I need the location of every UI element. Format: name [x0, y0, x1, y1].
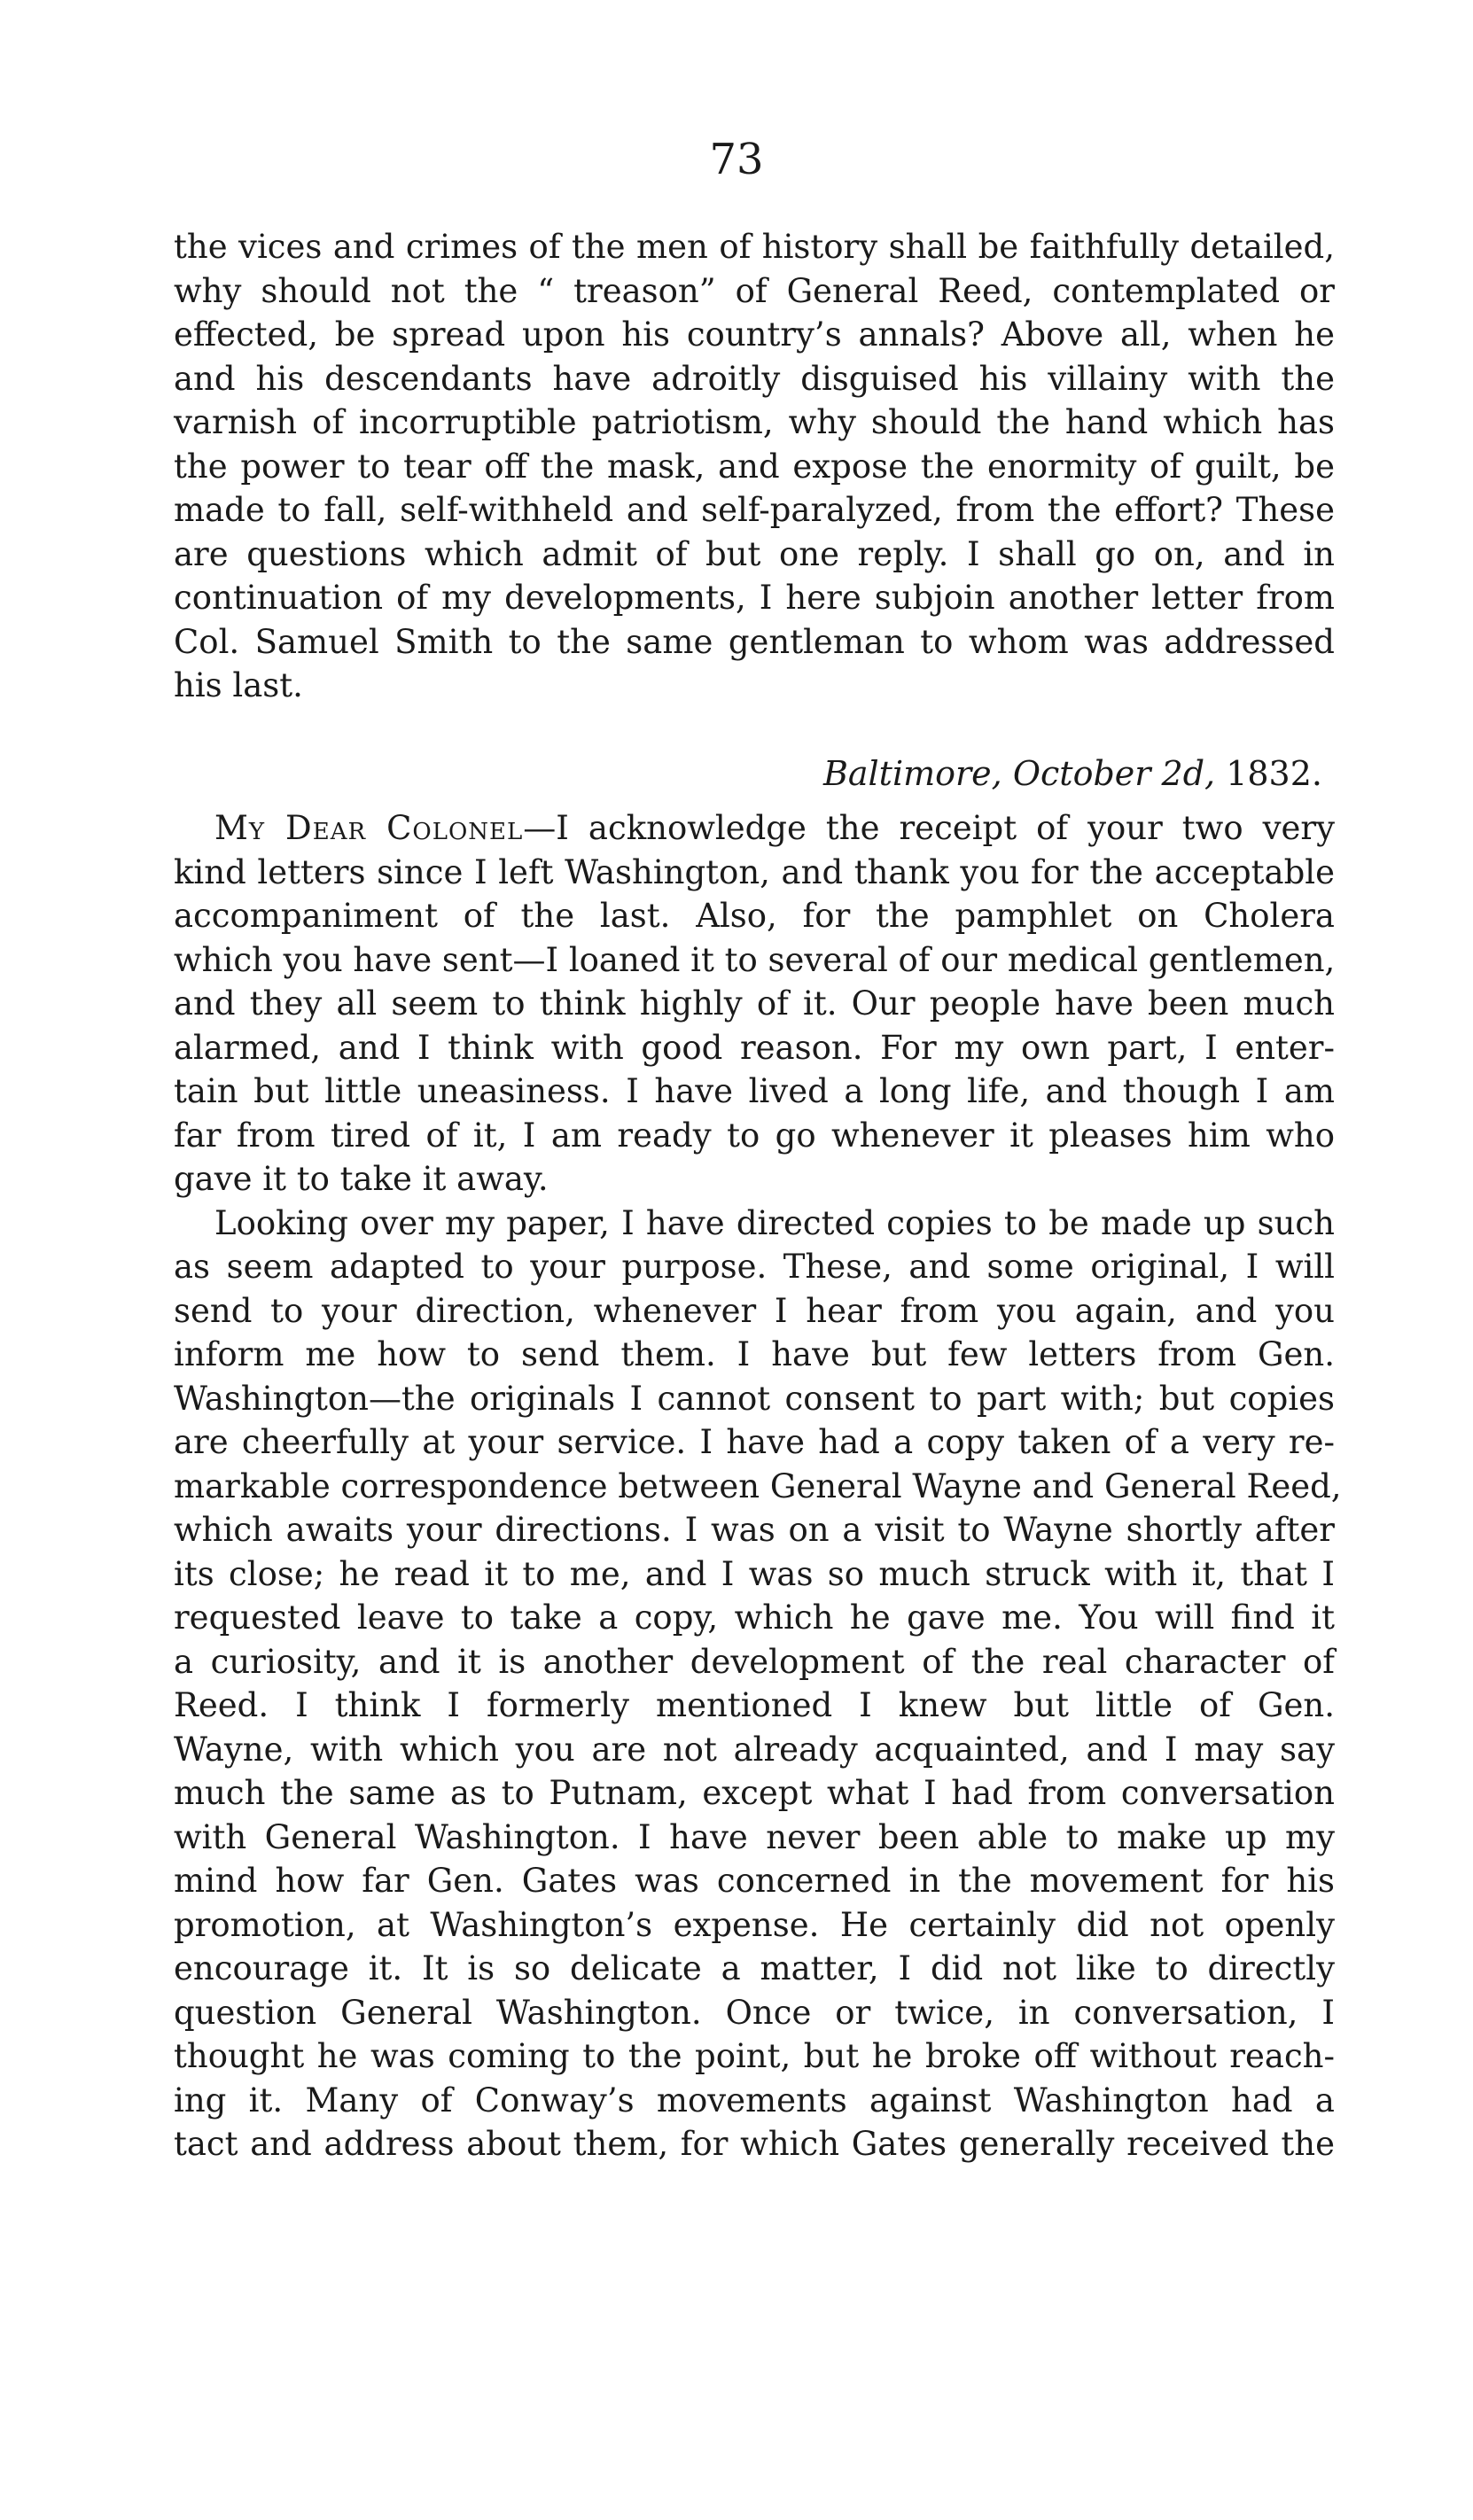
text-line: send to your direction, whenever I hear from you again, and you	[174, 1291, 1335, 1330]
text-line: with General Washington. I have never been able to make up my	[174, 1817, 1335, 1856]
text-line: are cheerfully at your service. I have had a copy taken of a very re-	[174, 1423, 1335, 1461]
text-line: gave it to take it away.	[174, 1160, 549, 1198]
text-line: mind how far Gen. Gates was concerned in the movement for his	[174, 1862, 1335, 1900]
text-line: thought he was coming to the point, but he broke off without reach-	[174, 2037, 1335, 2075]
text-line: markable correspondence between General Wayne and General Reed,	[174, 1466, 1342, 1505]
text-line: encourage it. It is so delicate a matter, I did not like to directly	[174, 1949, 1335, 1987]
letter-dateline	[823, 751, 1322, 796]
text-line: Col. Samuel Smith to the same gentleman to whom was addressed	[174, 622, 1335, 661]
text-line: promotion, at Washington’s expense. He certainly did not openly	[174, 1905, 1335, 1944]
text-line: inform me how to send them. I have but few letters from Gen.	[174, 1335, 1335, 1373]
text-line: Wayne, with which you are not already acquainted, and I may say	[174, 1730, 1335, 1769]
text-line: varnish of incorruptible patriotism, why should the hand which has	[174, 403, 1335, 441]
text-line: question General Washington. Once or twice, in conversation, I	[174, 1993, 1335, 2032]
dateline-place: Baltimore,	[822, 754, 1002, 793]
text-line: alarmed, and I think with good reason. For my own part, I enter-	[174, 1028, 1335, 1067]
text-line: why should not the “ treason” of General Reed, contemplated or	[174, 271, 1335, 310]
text-line: ing it. Many of Conway’s movements against Washington had a	[174, 2081, 1335, 2119]
text-line: Reed. I think I formerly mentioned I knew but little of Gen.	[174, 1686, 1335, 1724]
text-line: accompaniment of the last. Also, for the pamphlet on Cholera	[174, 897, 1335, 935]
letter-body	[174, 806, 1342, 2166]
text-line: continuation of my developments, I here subjoin another letter from	[174, 579, 1335, 617]
text-line: Washington—the originals I cannot consent to part with; but copies	[174, 1379, 1335, 1418]
text-line: requested leave to take a copy, which he gave me. You will find it	[174, 1598, 1335, 1637]
text-line: the power to tear off the mask, and expose the enormity of guilt, be	[174, 447, 1335, 486]
text-line: tain but little uneasiness. I have lived a long life, and though I am	[174, 1072, 1335, 1110]
text-line: kind letters since I left Washington, and thank you for the acceptable	[174, 852, 1335, 891]
letter-salutation: My Dear Colonel	[214, 809, 524, 847]
text-line: much the same as to Putnam, except what I had from conversation	[174, 1774, 1335, 1812]
text-line: his last.	[174, 666, 303, 704]
text-line: made to fall, self-withheld and self-paralyzed, from the effort? These	[174, 491, 1335, 529]
text-line: are questions which admit of but one reply. I shall go on, and in	[174, 534, 1335, 573]
text-line: as seem adapted to your purpose. These, and some original, I will	[174, 1248, 1335, 1286]
text-line: the vices and crimes of the men of history shall be faithfully detailed,	[174, 228, 1335, 266]
text-line: a curiosity, and it is another development of the real character of	[174, 1642, 1335, 1681]
text-line-rest: —I acknowledge the receipt of your two very	[523, 809, 1335, 847]
dateline-day: 2d,	[1161, 754, 1216, 793]
text-line: which you have sent—I loaned it to several of our medical gentlemen,	[174, 940, 1336, 979]
text-line: which awaits your directions. I was on a visit to Wayne shortly after	[174, 1511, 1335, 1549]
intro-paragraph	[174, 225, 1335, 708]
text-line: tact and address about them, for which Gates generally received the	[174, 2125, 1335, 2163]
dateline-year: 1832.	[1226, 754, 1322, 793]
text-line: effected, be spread upon his country’s annals? Above all, when he	[174, 315, 1335, 354]
dateline-month: October	[1012, 754, 1151, 793]
text-line: and they all seem to think highly of it. Our people have been much	[174, 984, 1335, 1023]
text-line	[174, 806, 1335, 851]
text-line: far from tired of it, I am ready to go whenever it pleases him who	[174, 1116, 1335, 1155]
text-line: its close; he read it to me, and I was so much struck with it, that I	[174, 1554, 1335, 1593]
text-line: and his descendants have adroitly disguised his villainy with the	[174, 359, 1335, 398]
text-line: Looking over my paper, I have directed copies to be made up such	[214, 1203, 1335, 1242]
page-number: 73	[709, 135, 764, 184]
